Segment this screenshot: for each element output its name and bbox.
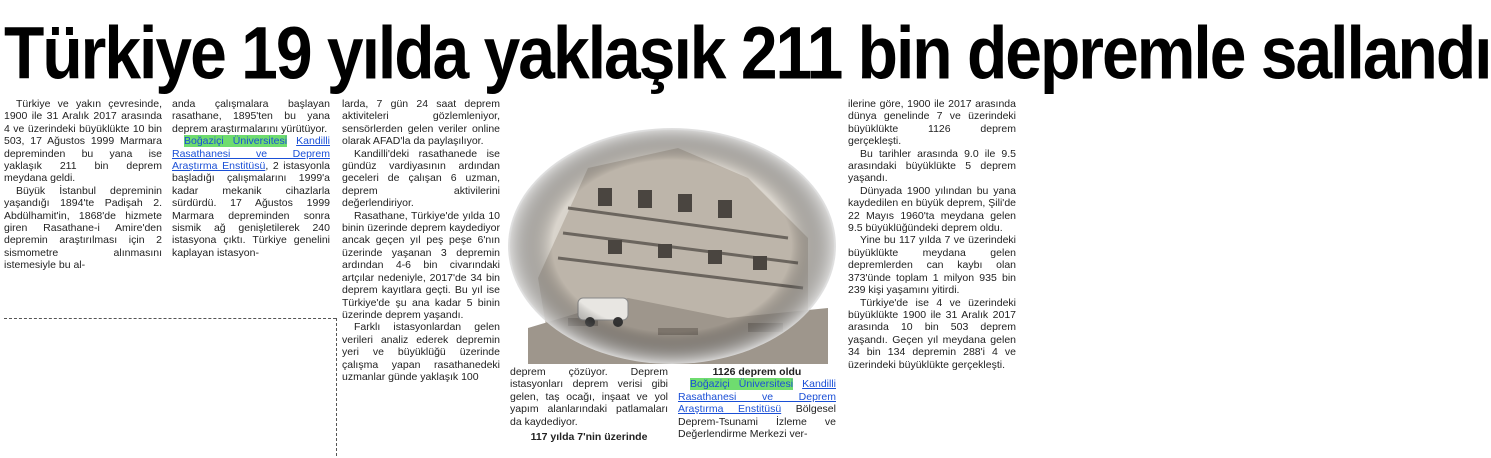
column-3 (342, 98, 500, 383)
column-4 (510, 366, 668, 443)
divider (336, 318, 337, 456)
paragraph-rest: Bölgesel Deprem-Tsunami İzleme ve Değerlendirme Merkezi ver- (678, 403, 836, 441)
paragraph (172, 135, 330, 259)
link-institute[interactable]: Kandilli Rasathanesi ve Deprem Araştırma Enstitüsü (678, 378, 836, 416)
paragraph: Yine bu 117 yılda 7 ve üzerindeki büyüklükte meydana gelen depremlerden can kaybı olan 373'ünde toplam 1 milyon 935 bin 239 kişi yaşamını yitirdi. (848, 234, 1016, 297)
column-1 (4, 98, 162, 272)
paragraph: Bu tarihler arasında 9.0 ile 9.5 arasındaki büyüklükte 5 deprem yaşandı. (848, 147, 1016, 185)
subheading: 1126 deprem oldu (712, 366, 802, 378)
paragraph: larda, 7 gün 24 saat deprem aktiviteleri gözlemleniyor, sensörlerden gelen veriler online olarak AFAD'la da paylaşılıyor. (342, 98, 500, 148)
paragraph: anda çalışmalara başlayan rasathane, 1895'ten bu yana deprem araştırmalarını yürütüyor. (172, 98, 330, 135)
paragraph: Farklı istasyonlardan gelen verileri analiz ederek depremin yeri ve büyüklüğü üzerinde çalışma yapan rasathanedeki uzmanlar günde yaklaşık 100 (342, 321, 500, 383)
paragraph: Türkiye ve yakın çevresinde, 1900 ile 31 Aralık 2017 arasında 4 ve üzerindeki büyüklükte 10 bin 503, 17 Ağustos 1999 Marmara depreminden bu yana ise yaklaşık 211 bin deprem meydana geldi. (4, 98, 162, 185)
subheading: 117 yılda 7'nin üzerinde (530, 431, 648, 444)
column-6 (848, 98, 1016, 371)
earthquake-damage-photo (508, 128, 836, 364)
paragraph (678, 378, 836, 440)
highlight-university: Boğaziçi Üniversitesi (184, 135, 288, 148)
headline: Türkiye 19 yılda yaklaşık 211 bin depremle sallandı (4, 11, 1491, 95)
paragraph: deprem çözüyor. Deprem istasyonları deprem verisi gibi gelen, taş ocağı, inşaat ve yol yapım alanlarındaki patlamaları da kaydediyor. (510, 366, 668, 428)
paragraph: Büyük İstanbul depreminin yaşandığı 1894'te Padişah 2. Abdülhamit'in, 1868'de hizmete giren Rasathane-i Amire'den depremin araştırılması için 2 sismometre alınmasını istemesiyle bu al- (4, 184, 162, 272)
paragraph: Dünyada 1900 yılından bu yana kaydedilen en büyük deprem, Şili'de 22 Mayıs 1960'ta meydana gelen 9.5 büyüklüğündeki deprem oldu. (848, 184, 1016, 235)
paragraph: Rasathane, Türkiye'de yılda 10 binin üzerinde deprem kaydediyor ancak geçen yıl peş peşe 6'nın üzerinde yaşanan 3 depremin ardından 4-6 bin civarındaki artçılar nedeniyle, 2017'de 34 bin deprem kayıtlara geçti. Bu yıl ise Türkiye'de şu ana kadar 5 binin üzerinde deprem yaşandı. (342, 209, 500, 321)
paragraph: Türkiye'de ise 4 ve üzerindeki büyüklükte 1900 ile 31 Aralık 2017 arasında 10 bin 503 deprem yaşandı. Geçen yıl meydana gelen 34 bin 134 depremin 288'i 4 ve üzerindeki büyüklükte gerçekleşti. (848, 296, 1016, 371)
link-institute[interactable]: Kandilli Rasathanesi ve Deprem Araştırma Enstitüsü (172, 135, 330, 173)
paragraph: ilerine göre, 1900 ile 2017 arasında dünya genelinde 7 ve üzerindeki büyüklükte 1126 deprem gerçekleşti. (848, 98, 1016, 148)
column-5 (678, 366, 836, 440)
column-2 (172, 98, 330, 259)
paragraph: Kandilli'deki rasathanede ise gündüz vardiyasının ardından geceleri de çalışan 6 uzman, deprem aktivilerini değerlendiriyor. (342, 147, 500, 210)
paragraph-rest: , 2 istasyonla başladığı çalışmalarını 1999'a kadar mekanik cihazlarla sürdürdü. 17 Ağustos 1999 Marmara depreminden sonra sismik ağ genişletilerek 240 istasyona çıktı. Türkiye genelini kaplayan istasyon- (172, 160, 330, 259)
divider (4, 318, 336, 319)
highlight-university: Boğaziçi Üniversitesi (690, 378, 794, 391)
